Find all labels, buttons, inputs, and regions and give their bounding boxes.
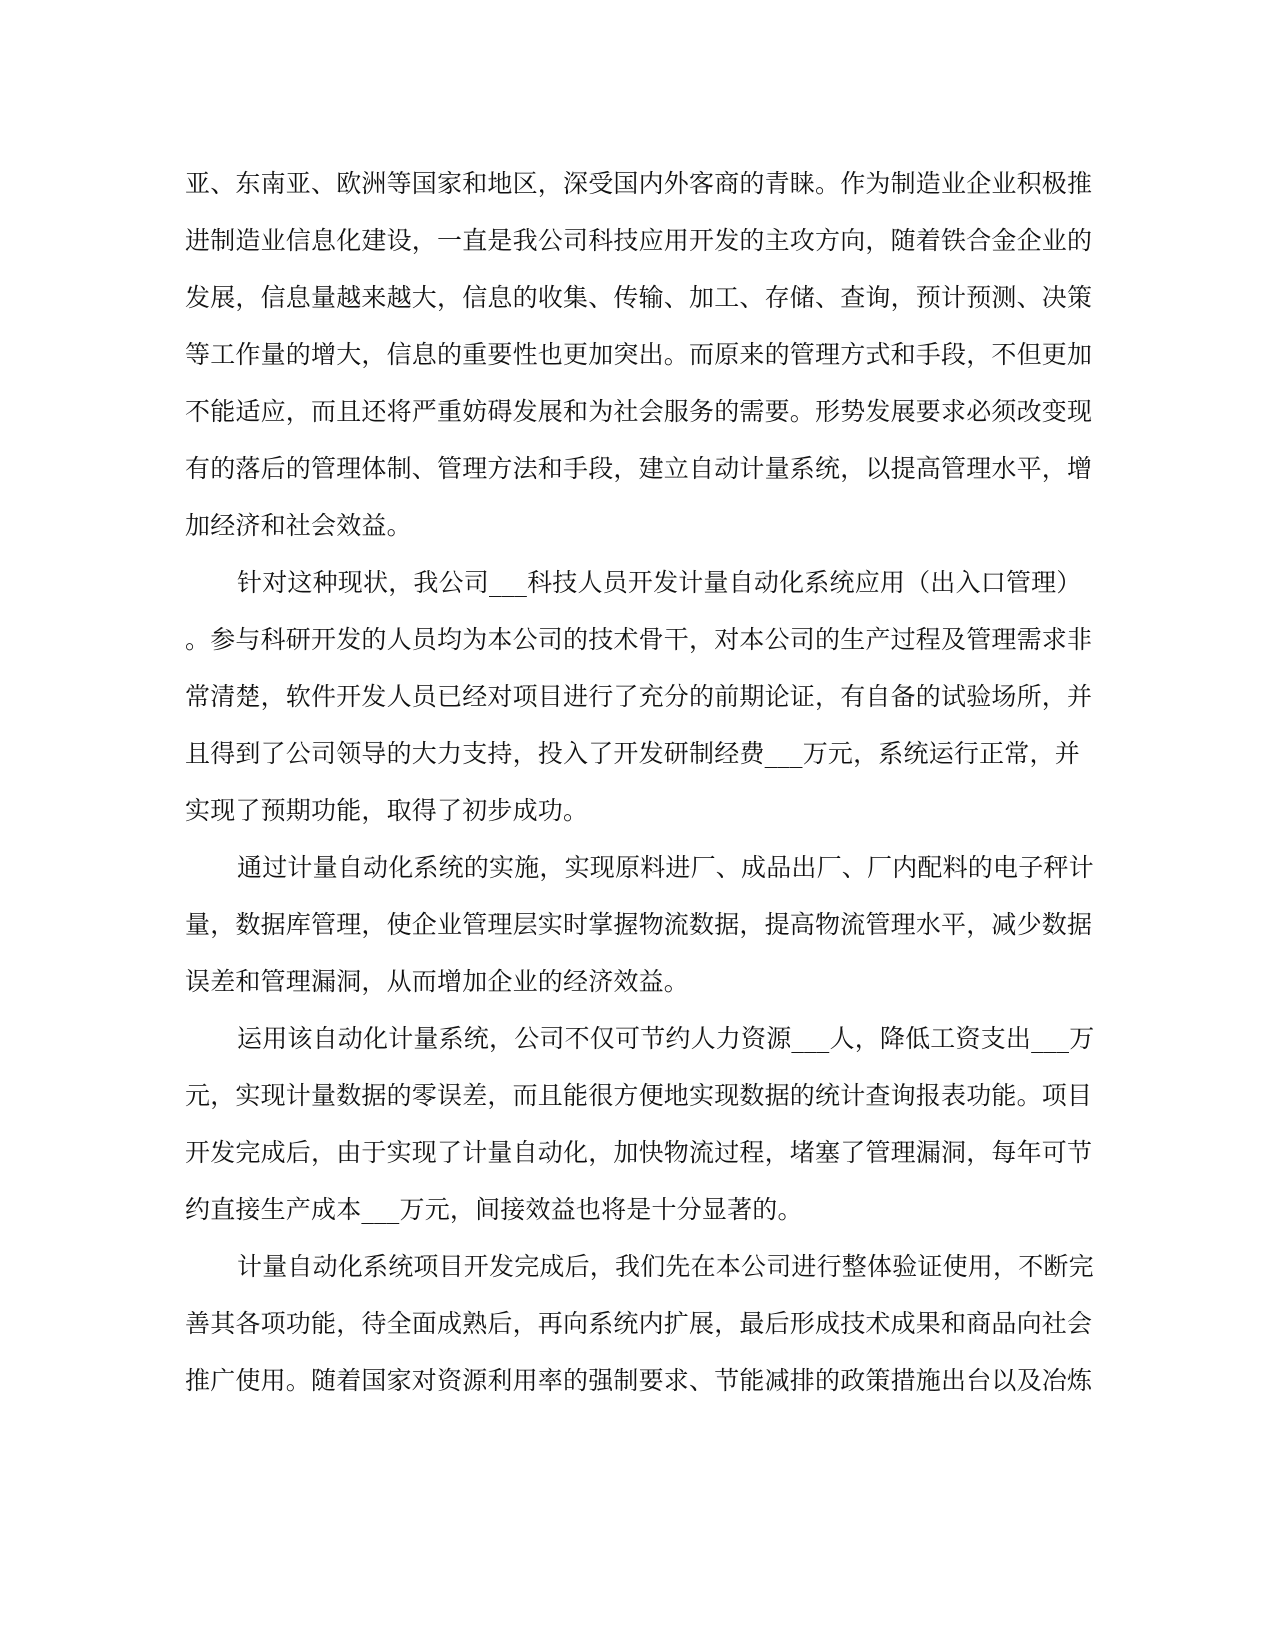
paragraph-4-line-3: 开发完成后，由于实现了计量自动化，加快物流过程，堵塞了管理漏洞，每年可节 bbox=[185, 1138, 1093, 1167]
paragraph-3-line-1: 通过计量自动化系统的实施，实现原料进厂、成品出厂、厂内配料的电子秤计 bbox=[237, 853, 1094, 882]
paragraph-2-line-5: 实现了预期功能，取得了初步成功。 bbox=[185, 796, 589, 825]
paragraph-1-line-2: 进制造业信息化建设，一直是我公司科技应用开发的主攻方向，随着铁合金企业的 bbox=[185, 226, 1093, 255]
paragraph-4-line-1: 运用该自动化计量系统，公司不仅可节约人力资源___人，降低工资支出___万 bbox=[237, 1024, 1095, 1053]
paragraph-5-line-3: 推广使用。随着国家对资源利用率的强制要求、节能减排的政策措施出台以及冶炼 bbox=[185, 1366, 1093, 1395]
paragraph-1-line-4: 等工作量的增大，信息的重要性也更加突出。而原来的管理方式和手段，不但更加 bbox=[185, 340, 1093, 369]
paragraph-3-line-3: 误差和管理漏洞，从而增加企业的经济效益。 bbox=[185, 967, 690, 996]
paragraph-2-line-1: 针对这种现状，我公司___科技人员开发计量自动化系统应用（出入口管理） bbox=[237, 568, 1082, 597]
paragraph-1-line-3: 发展，信息量越来越大，信息的收集、传输、加工、存储、查询，预计预测、决策 bbox=[185, 283, 1093, 312]
paragraph-2-line-3: 常清楚，软件开发人员已经对项目进行了充分的前期论证，有自备的试验场所，并 bbox=[185, 682, 1093, 711]
paragraph-1-line-5: 不能适应，而且还将严重妨碍发展和为社会服务的需要。形势发展要求必须改变现 bbox=[185, 397, 1093, 426]
paragraph-4-line-2: 元，实现计量数据的零误差，而且能很方便地实现数据的统计查询报表功能。项目 bbox=[185, 1081, 1093, 1110]
paragraph-2-line-4: 且得到了公司领导的大力支持，投入了开发研制经费___万元，系统运行正常，并 bbox=[185, 739, 1080, 768]
paragraph-3-line-2: 量，数据库管理，使企业管理层实时掌握物流数据，提高物流管理水平，减少数据 bbox=[185, 910, 1093, 939]
paragraph-5-line-2: 善其各项功能，待全面成熟后，再向系统内扩展，最后形成技术成果和商品向社会 bbox=[185, 1309, 1093, 1338]
paragraph-2-line-2: 。参与科研开发的人员均为本公司的技术骨干，对本公司的生产过程及管理需求非 bbox=[185, 625, 1093, 654]
paragraph-4-line-4: 约直接生产成本___万元，间接效益也将是十分显著的。 bbox=[185, 1195, 803, 1224]
paragraph-1-line-7: 加经济和社会效益。 bbox=[185, 511, 412, 540]
paragraph-5-line-1: 计量自动化系统项目开发完成后，我们先在本公司进行整体验证使用，不断完 bbox=[237, 1252, 1094, 1281]
paragraph-1-line-1: 亚、东南亚、欧洲等国家和地区，深受国内外客商的青睐。作为制造业企业积极推 bbox=[185, 169, 1093, 198]
paragraph-1-line-6: 有的落后的管理体制、管理方法和手段，建立自动计量系统，以提高管理水平，增 bbox=[185, 454, 1093, 483]
